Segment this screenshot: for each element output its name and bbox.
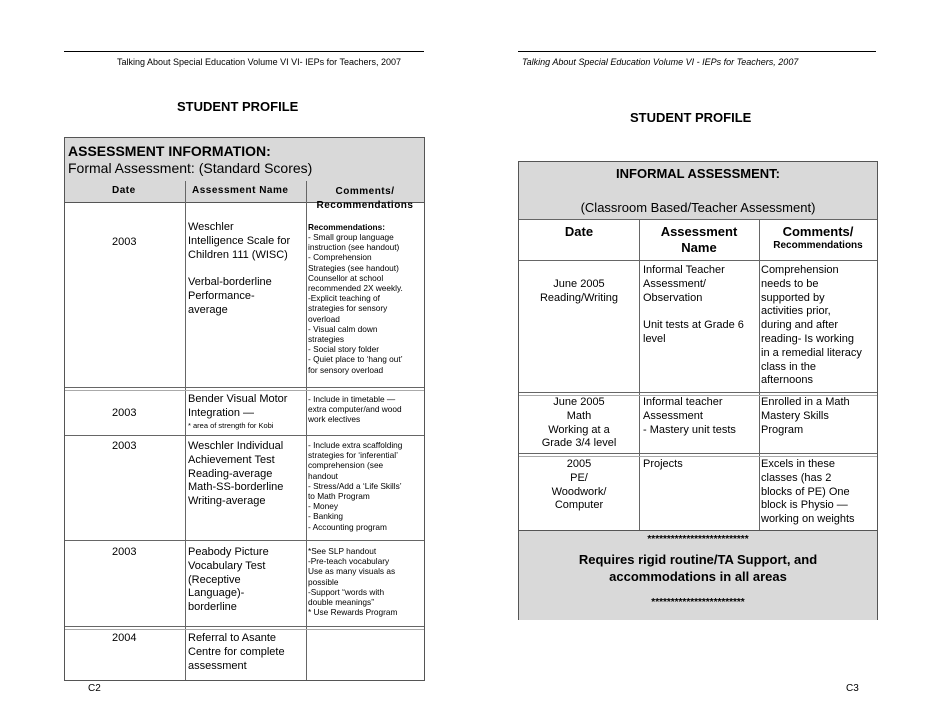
row-2-comments: - Include in timetable — extra computer/and wood work electives <box>308 394 402 425</box>
informal-assessment-subheading: (Classroom Based/Teacher Assessment) <box>580 200 816 215</box>
informal-assessment-heading: INFORMAL ASSESSMENT: <box>616 166 780 181</box>
column-divider <box>759 219 760 530</box>
column-header-comments: Comments/ Recommendations <box>316 186 414 211</box>
requirement-box <box>519 530 877 620</box>
column-header-date: Date <box>112 185 136 196</box>
row-divider <box>65 387 424 388</box>
column-header-recommendations: Recommendations <box>773 240 863 251</box>
left-page-number: C2 <box>88 683 101 694</box>
formal-assessment-subheading: Formal Assessment: (Standard Scores) <box>68 160 313 176</box>
informal-row-1-date: June 2005 Reading/Writing <box>539 278 619 304</box>
row-2-assessment-name: Bender Visual Motor Integration — <box>188 393 288 419</box>
row-1-assessment-name: Weschler Intelligence Scale for Children 111 (WISC) Verbal-borderline Performance- average <box>188 221 291 316</box>
column-header-comments: Comments/ <box>782 224 854 239</box>
right-page-number: C3 <box>846 683 859 694</box>
row-2-date: 2003 <box>112 407 137 419</box>
row-1-comments: - Small group language instruction (see handout) - Comprehension Strategies (see handout) Counsellor at school recommended 2X weekly. -Explicit teaching of strategies for sensory overload - Visual calm down strategies - Social story folder - Quiet place to ‘hang out’ for sensory overload <box>308 232 403 375</box>
right-header-rule <box>518 51 876 52</box>
row-5-date: 2004 <box>112 632 137 644</box>
header-divider <box>519 219 877 220</box>
row-4-comments: *See SLP handout -Pre-teach vocabulary Use as many visuals as possible -Support “words with double meanings” * Use Rewards Program <box>308 546 398 618</box>
column-divider <box>185 181 186 680</box>
row-divider <box>65 626 424 627</box>
row-3-comments: - Include extra scaffolding strategies for ‘inferential’ comprehension (see handout - Stress/Add a ‘Life Skills’ to Math Program - Money - Banking - Accounting program <box>308 440 403 532</box>
informal-row-1-comments: Comprehension needs to be supported by activities prior, during and after reading- Is working in a remedial literacy class in the afternoons <box>761 264 862 387</box>
informal-row-2-comments: Enrolled in a Math Mastery Skills Program <box>761 396 850 436</box>
right-running-header: Talking About Special Education Volume VI - IEPs for Teachers, 2007 <box>522 57 799 67</box>
informal-row-2-date: June 2005 Math Working at a Grade 3/4 level <box>541 396 617 450</box>
informal-assessment-table <box>518 161 878 620</box>
row-divider <box>519 453 877 454</box>
informal-row-3-date: 2005 PE/ Woodwork/ Computer <box>551 458 607 512</box>
informal-row-3-assessment-name: Projects <box>643 458 683 470</box>
informal-row-3-comments: Excels in these classes (has 2 blocks of PE) One block is Physio — working on weights <box>761 458 855 526</box>
row-divider <box>519 260 877 261</box>
column-header-assessment-name: Assessment Name <box>192 185 289 196</box>
left-page-title: STUDENT PROFILE <box>177 99 299 114</box>
row-2-name-note: * area of strength for Kobi <box>188 421 274 430</box>
informal-assessment-header <box>519 162 877 219</box>
star-divider-top: ************************** <box>647 534 749 545</box>
column-header-assessment-name: Assessment Name <box>660 224 738 255</box>
row-5-assessment-name: Referral to Asante Centre for complete assessment <box>188 632 285 672</box>
column-header-date: Date <box>564 224 594 239</box>
row-divider <box>519 456 877 457</box>
column-divider <box>639 219 640 530</box>
row-1-comments-title: Recommendations: <box>308 222 385 232</box>
row-3-date: 2003 <box>112 440 137 452</box>
informal-row-1-assessment-name: Informal Teacher Assessment/ Observation Unit tests at Grade 6 level <box>643 264 744 345</box>
left-header-rule <box>64 51 424 52</box>
row-divider <box>65 629 424 630</box>
assessment-info-header <box>65 138 424 211</box>
star-divider-bottom: ************************ <box>651 597 745 608</box>
row-4-date: 2003 <box>112 546 137 558</box>
column-divider <box>306 181 307 680</box>
row-divider <box>65 390 424 391</box>
row-divider <box>519 392 877 393</box>
row-1-date: 2003 <box>112 236 137 248</box>
left-running-header: Talking About Special Education Volume VI VI- IEPs for Teachers, 2007 <box>117 57 402 67</box>
row-3-assessment-name: Weschler Individual Achievement Test Reading-average Math-SS-borderline Writing-average <box>188 440 284 508</box>
right-page-title: STUDENT PROFILE <box>630 110 752 125</box>
formal-assessment-table <box>64 137 425 681</box>
row-divider <box>65 540 424 541</box>
row-4-assessment-name: Peabody Picture Vocabulary Test (Receptive Language)- borderline <box>188 546 269 614</box>
requirement-statement: Requires rigid routine/TA Support, and accommodations in all areas <box>578 552 818 584</box>
informal-row-2-assessment-name: Informal teacher Assessment - Mastery unit tests <box>643 396 736 436</box>
assessment-info-heading: ASSESSMENT INFORMATION: <box>68 143 271 159</box>
row-divider <box>65 435 424 436</box>
